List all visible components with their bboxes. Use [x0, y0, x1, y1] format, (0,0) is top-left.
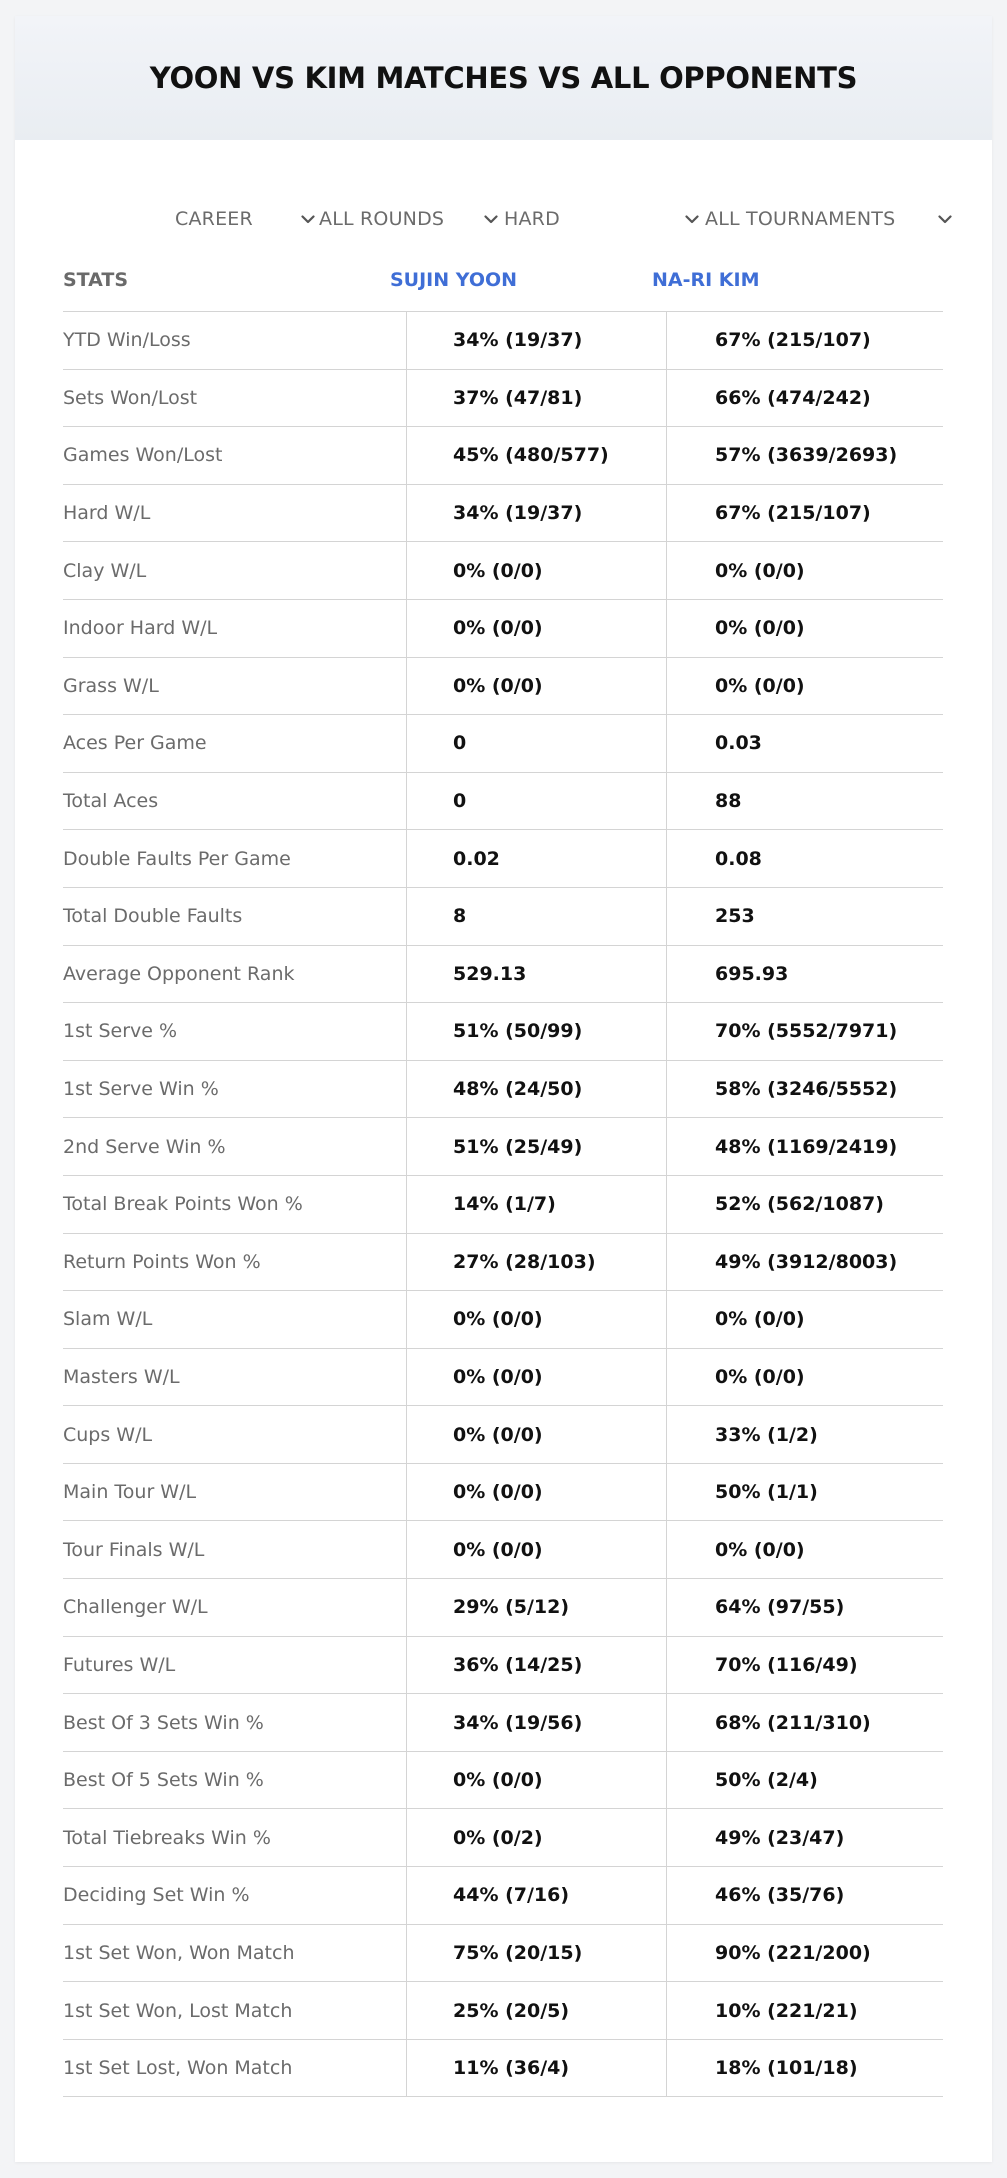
stat-label: Sets Won/Lost	[63, 386, 198, 409]
player1-value: 0% (0/0)	[453, 1769, 543, 1792]
player1-value: 48% (24/50)	[453, 1078, 583, 1101]
player2-value: 70% (5552/7971)	[715, 1020, 898, 1043]
page-title: YOON VS KIM MATCHES VS ALL OPPONENTS	[149, 61, 858, 95]
player1-value: 0% (0/0)	[453, 1365, 543, 1388]
card-header	[15, 16, 992, 140]
player2-value: 49% (23/47)	[715, 1826, 845, 1849]
player1-value: 0% (0/0)	[453, 674, 543, 697]
table-row	[63, 1176, 943, 1234]
column-header-stats: STATS	[63, 269, 129, 291]
table-row	[63, 1118, 943, 1176]
stat-label: Average Opponent Rank	[63, 962, 295, 985]
table-row	[63, 1867, 943, 1925]
table-row	[63, 312, 943, 370]
stat-label: 1st Serve %	[63, 1020, 178, 1043]
table-row	[63, 1291, 943, 1349]
table-row	[63, 542, 943, 600]
table-header	[63, 249, 943, 312]
player1-value: 34% (19/56)	[453, 1711, 583, 1734]
player2-value: 0% (0/0)	[715, 559, 805, 582]
player1-value: 11% (36/4)	[453, 2057, 570, 2080]
table-row	[63, 1003, 943, 1061]
player2-value: 0% (0/0)	[715, 617, 805, 640]
player1-value: 0	[453, 732, 467, 755]
player1-value: 45% (480/577)	[453, 444, 609, 467]
chevron-down-icon	[936, 210, 954, 228]
table-row	[63, 1061, 943, 1119]
stat-label: Grass W/L	[63, 674, 159, 697]
stat-label: Deciding Set Win %	[63, 1884, 250, 1907]
filter-tournament-select[interactable]	[705, 189, 954, 249]
player2-value: 57% (3639/2693)	[715, 444, 898, 467]
player1-value: 75% (20/15)	[453, 1941, 583, 1964]
stat-label: Total Break Points Won %	[63, 1193, 303, 1216]
stat-label: 2nd Serve Win %	[63, 1135, 226, 1158]
player1-value: 25% (20/5)	[453, 1999, 570, 2022]
filter-surface-label: HARD	[504, 208, 560, 230]
column-header-player1-link[interactable]: SUJIN YOON	[390, 269, 518, 291]
stat-label: Clay W/L	[63, 559, 147, 582]
table-row	[63, 888, 943, 946]
player2-value: 0% (0/0)	[715, 1365, 805, 1388]
stat-label: Slam W/L	[63, 1308, 153, 1331]
player1-value: 0.02	[453, 847, 500, 870]
chevron-down-icon	[299, 210, 317, 228]
player2-value: 68% (211/310)	[715, 1711, 871, 1734]
player1-value: 0% (0/0)	[453, 1308, 543, 1331]
stat-label: Return Points Won %	[63, 1250, 261, 1273]
filter-round-label: ALL ROUNDS	[319, 208, 445, 230]
player1-value: 51% (25/49)	[453, 1135, 583, 1158]
player1-value: 529.13	[453, 962, 527, 985]
filter-period-label: CAREER	[175, 208, 253, 230]
stats-table	[63, 249, 943, 2097]
player2-value: 46% (35/76)	[715, 1884, 845, 1907]
player2-value: 88	[715, 790, 742, 813]
player1-value: 0% (0/0)	[453, 1538, 543, 1561]
player2-value: 0.08	[715, 847, 762, 870]
player1-value: 34% (19/37)	[453, 502, 583, 525]
player1-value: 0% (0/2)	[453, 1826, 543, 1849]
stat-label: Total Double Faults	[63, 905, 243, 928]
stat-label: Indoor Hard W/L	[63, 617, 218, 640]
table-row	[63, 1464, 943, 1522]
stat-label: Futures W/L	[63, 1653, 176, 1676]
table-row	[63, 1925, 943, 1983]
player1-value: 0	[453, 790, 467, 813]
stat-label: Main Tour W/L	[63, 1481, 197, 1504]
column-header-player2-link[interactable]: NA-RI KIM	[652, 269, 760, 291]
stats-card	[15, 16, 992, 2162]
filter-tournament-label: ALL TOURNAMENTS	[705, 208, 896, 230]
player1-value: 36% (14/25)	[453, 1653, 583, 1676]
player2-value: 64% (97/55)	[715, 1596, 845, 1619]
player1-value: 0% (0/0)	[453, 1481, 543, 1504]
player2-value: 50% (2/4)	[715, 1769, 818, 1792]
filter-round-select[interactable]	[319, 189, 500, 249]
player2-value: 58% (3246/5552)	[715, 1078, 898, 1101]
player2-value: 0.03	[715, 732, 762, 755]
player1-value: 27% (28/103)	[453, 1250, 596, 1273]
stat-label: Total Tiebreaks Win %	[63, 1826, 271, 1849]
table-row	[63, 1349, 943, 1407]
stat-label: Masters W/L	[63, 1365, 180, 1388]
player1-value: 0% (0/0)	[453, 617, 543, 640]
player1-value: 51% (50/99)	[453, 1020, 583, 1043]
chevron-down-icon	[683, 210, 701, 228]
stat-label: Total Aces	[63, 790, 159, 813]
player1-value: 29% (5/12)	[453, 1596, 570, 1619]
player2-value: 0% (0/0)	[715, 674, 805, 697]
player2-value: 48% (1169/2419)	[715, 1135, 898, 1158]
player1-value: 44% (7/16)	[453, 1884, 570, 1907]
player2-value: 253	[715, 905, 755, 928]
player2-value: 695.93	[715, 962, 789, 985]
player1-value: 34% (19/37)	[453, 329, 583, 352]
table-row	[63, 773, 943, 831]
player2-value: 18% (101/18)	[715, 2057, 858, 2080]
stat-label: 1st Set Won, Lost Match	[63, 1999, 293, 2022]
player2-value: 52% (562/1087)	[715, 1193, 884, 1216]
table-row	[63, 1982, 943, 2040]
table-row	[63, 1809, 943, 1867]
player2-value: 10% (221/21)	[715, 1999, 858, 2022]
player2-value: 0% (0/0)	[715, 1308, 805, 1331]
table-row	[63, 1694, 943, 1752]
stat-label: Cups W/L	[63, 1423, 153, 1446]
table-row	[63, 600, 943, 658]
stat-label: YTD Win/Loss	[63, 329, 191, 352]
table-row	[63, 370, 943, 428]
stat-label: 1st Serve Win %	[63, 1078, 219, 1101]
table-row	[63, 830, 943, 888]
player2-value: 67% (215/107)	[715, 502, 871, 525]
stat-label: Best Of 3 Sets Win %	[63, 1711, 264, 1734]
filter-bar	[15, 189, 992, 249]
table-row	[63, 1234, 943, 1292]
table-row	[63, 658, 943, 716]
table-body	[63, 312, 943, 2097]
player2-value: 33% (1/2)	[715, 1423, 818, 1446]
player2-value: 0% (0/0)	[715, 1538, 805, 1561]
player1-value: 14% (1/7)	[453, 1193, 556, 1216]
player2-value: 50% (1/1)	[715, 1481, 818, 1504]
stat-label: 1st Set Won, Won Match	[63, 1941, 295, 1964]
player2-value: 66% (474/242)	[715, 386, 871, 409]
player1-value: 8	[453, 905, 467, 928]
table-row	[63, 1752, 943, 1810]
table-row	[63, 2040, 943, 2098]
stat-label: Tour Finals W/L	[63, 1538, 205, 1561]
player2-value: 90% (221/200)	[715, 1941, 871, 1964]
player1-value: 0% (0/0)	[453, 559, 543, 582]
table-row	[63, 427, 943, 485]
stat-label: 1st Set Lost, Won Match	[63, 2057, 293, 2080]
filter-surface-select[interactable]	[504, 189, 701, 249]
table-row	[63, 715, 943, 773]
player1-value: 37% (47/81)	[453, 386, 583, 409]
stat-label: Challenger W/L	[63, 1596, 208, 1619]
stat-label: Hard W/L	[63, 502, 151, 525]
stat-label: Games Won/Lost	[63, 444, 223, 467]
table-row	[63, 1637, 943, 1695]
stat-label: Aces Per Game	[63, 732, 207, 755]
player2-value: 49% (3912/8003)	[715, 1250, 898, 1273]
stat-label: Double Faults Per Game	[63, 847, 291, 870]
player1-value: 0% (0/0)	[453, 1423, 543, 1446]
chevron-down-icon	[482, 210, 500, 228]
table-row	[63, 946, 943, 1004]
table-row	[63, 1579, 943, 1637]
table-row	[63, 1521, 943, 1579]
player2-value: 70% (116/49)	[715, 1653, 858, 1676]
stat-label: Best Of 5 Sets Win %	[63, 1769, 264, 1792]
table-row	[63, 1406, 943, 1464]
table-row	[63, 485, 943, 543]
player2-value: 67% (215/107)	[715, 329, 871, 352]
filter-period-select[interactable]	[175, 189, 317, 249]
